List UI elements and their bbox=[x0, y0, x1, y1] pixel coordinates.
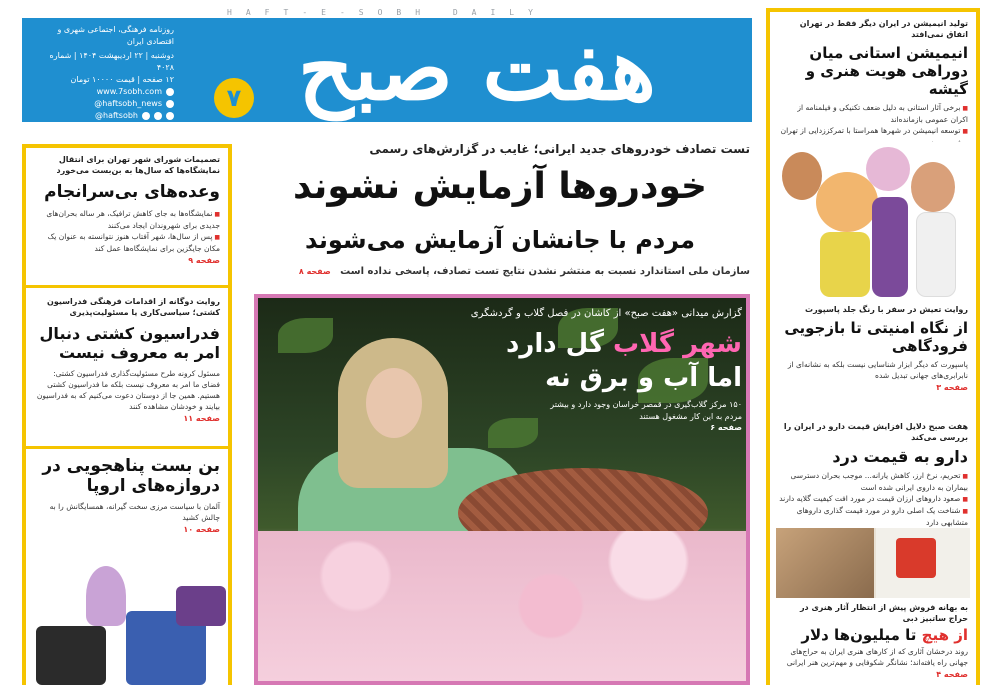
website-row[interactable] bbox=[34, 86, 174, 98]
main-kicker: تست تصادف خودروهای جدید ایرانی؛ غایب در گزارش‌های رسمی bbox=[369, 142, 750, 156]
right3-headline[interactable]: دارو به قیمت درد bbox=[832, 447, 968, 466]
masthead-info bbox=[34, 24, 174, 122]
right1-bullet-1: ■ برخی آثار استانی به دلیل ضعف تکنیکی و فیلمنامه از اکران عمومی بازمانده‌اند bbox=[778, 102, 968, 125]
issue-price: ۱۲ صفحه | قیمت ۱۰۰۰۰ تومان bbox=[70, 75, 174, 84]
artwork-photo bbox=[776, 528, 970, 598]
left-separator-2 bbox=[26, 446, 228, 449]
right3-bullet-1: ■ تحریم، نرخ ارز، کاهش یارانه... موجب بحران دسترسی بیماران به داروی ایرانی شده است bbox=[778, 470, 968, 493]
newspaper-logo[interactable]: هفت صبح bbox=[298, 19, 656, 120]
globe-icon bbox=[166, 88, 174, 96]
photo-headline-rest: گل دارد bbox=[506, 329, 614, 359]
left-separator-1 bbox=[26, 285, 228, 288]
right2-page-ref[interactable]: صفحه ۳ bbox=[936, 383, 968, 392]
x-icon bbox=[154, 112, 162, 120]
right-story-4 bbox=[770, 598, 976, 683]
right1-kicker: تولید انیمیشن در ایران دیگر فقط در تهران اتفاق نمی‌افتد bbox=[799, 19, 968, 39]
right2-kicker: روایت تعیش در سفر با رنگ جلد پاسپورت bbox=[805, 305, 968, 314]
right2-body: پاسپورت که دیگر ابزار شناسایی نیست بلکه به نشانه‌ای از نابرابری‌های جهانی تبدیل شده bbox=[787, 360, 968, 380]
telegram-icon bbox=[166, 100, 174, 108]
main-headline[interactable]: خودروها آزمایش نشوند bbox=[293, 166, 707, 207]
right3-bullet-2: ■ صعود داروهای ارزان قیمت در مورد افت کیفیت گلایه دارند bbox=[778, 493, 968, 505]
right4-headline-pink: از هیچ bbox=[921, 626, 968, 644]
right4-headline[interactable] bbox=[778, 626, 968, 644]
right3-bullet-3: ■ شناخت یک اصلی دارو در مورد قیمت گذاری داروهای متشابهی دارد bbox=[778, 505, 968, 528]
main-page-ref[interactable]: صفحه ۸ bbox=[298, 267, 331, 276]
right-story-1 bbox=[770, 14, 976, 163]
left1-page-ref[interactable]: صفحه ۹ bbox=[188, 256, 220, 266]
issue-date: دوشنبه | ۲۲ اردیبهشت ۱۴۰۴ | شماره ۴۰۲۸ bbox=[49, 51, 174, 72]
main-summary-text: سازمان ملی استاندارد نسبت به منتشر نشدن نتایج تست تصادف، پاسخی نداده است bbox=[340, 266, 750, 277]
photo-headline-pink: شهر گلاب bbox=[613, 329, 742, 359]
right2-headline[interactable]: از نگاه امنیتی تا بازجویی فرودگاهی bbox=[784, 319, 968, 355]
left3-headline[interactable]: بن بست پناهجویی در دروازه‌های اروپا bbox=[42, 456, 220, 497]
animation-characters bbox=[776, 142, 970, 297]
left2-body: مسئول کرونه طرح مسئولیت‌گذاری فدراسیون کشتی: فضای ما امر به معروف نیست بلکه ما فدراسیون کشتی هستیم. همین جا از دوستان دعوت می‌کنیم که به فدراسیون بیایند و خودشان مشاهده کنند bbox=[36, 369, 220, 412]
logo-seven-badge: ۷ bbox=[214, 78, 254, 118]
tagline: HAFT-E-SOBH DAILY bbox=[227, 8, 547, 17]
photo-body: ۱۵۰ مرکز گلاب‌گیری در قمصر خراسان وجود دارد و بیشتر مردم به این کار مشغول هستند bbox=[550, 400, 742, 421]
social-row-1[interactable] bbox=[34, 98, 174, 110]
left-story-2 bbox=[26, 292, 228, 427]
photo-headline-line2: اما آب و برق نه bbox=[545, 363, 742, 393]
left1-kicker: تصمیمات شورای شهر تهران برای انتقال نمایشگاه‌ها که سال‌ها به بن‌بست می‌خورد bbox=[56, 155, 220, 175]
left1-bullet-2: ■ پس از سال‌ها، شهر آفتاب هنوز نتوانسته به عنوان یک مکان جایگزین برای نمایشگاه‌ها عمل کند bbox=[34, 231, 220, 254]
right4-kicker: به بهانه فروش پیش از انتظار آثار هنری در حراج ساتبیز دبی bbox=[799, 603, 968, 623]
right1-bullet-2: ■ توسعه انیمیشن در شهرها همراستا با تمرکززدایی از تهران bbox=[778, 125, 968, 148]
refugee-photo bbox=[26, 556, 228, 685]
social-handle-1[interactable]: @haftsobh_news bbox=[94, 99, 162, 108]
left2-headline[interactable]: فدراسیون کشتی دنبال امر به معروف نیست bbox=[39, 324, 220, 363]
instagram-icon bbox=[142, 112, 150, 120]
photo-kicker: گزارش میدانی «هفت صبح» از کاشان در فصل گلاب و گردشگری bbox=[470, 308, 742, 319]
youtube-icon bbox=[166, 112, 174, 120]
right3-kicker: هفت صبح دلایل افزایش قیمت دارو در ایران را بررسی می‌کند bbox=[783, 422, 968, 442]
right1-headline[interactable]: انیمیشن استانی میان دوراهی هویت هنری و گیشه bbox=[805, 44, 968, 98]
right-story-3 bbox=[770, 417, 976, 543]
social-handle-2[interactable]: @haftsobh bbox=[95, 111, 138, 120]
edition-text: روزنامه فرهنگی، اجتماعی شهری و اقتصادی ایران bbox=[57, 25, 174, 46]
left1-bullet-1: ■ نمایشگاه‌ها به جای کاهش ترافیک، هر ساله بحران‌های جدیدی برای شهروندان ایجاد می‌کنند bbox=[34, 208, 220, 231]
left2-page-ref[interactable]: صفحه ۱۱ bbox=[183, 414, 220, 424]
left-story-1 bbox=[26, 150, 228, 269]
left-story-3 bbox=[26, 452, 228, 538]
social-row-2[interactable] bbox=[34, 110, 174, 122]
left2-kicker: روایت دوگانه از اقدامات فرهنگی فدراسیون کشتی؛ سیاسی‌کاری یا مسئولیت‌پذیری bbox=[47, 297, 220, 317]
right4-page-ref[interactable]: صفحه ۴ bbox=[936, 670, 968, 679]
photo-page-ref[interactable]: صفحه ۶ bbox=[710, 423, 742, 432]
photo-headline[interactable] bbox=[272, 327, 742, 361]
main-summary bbox=[250, 266, 750, 277]
left3-body: آلمان با سیاست مرزی سخت گیرانه، همسایگانش را به چالش کشید bbox=[49, 501, 220, 522]
main-subhead: مردم با جانشان آزمایش می‌شوند bbox=[305, 226, 695, 254]
right-story-2 bbox=[770, 300, 976, 396]
left3-page-ref[interactable]: صفحه ۱۰ bbox=[183, 524, 220, 534]
rose-petals bbox=[258, 531, 746, 681]
left1-headline[interactable]: وعده‌های بی‌سرانجام bbox=[44, 182, 220, 202]
right4-headline-rest: تا میلیون‌ها دلار bbox=[801, 626, 922, 644]
website-link[interactable]: www.7sobh.com bbox=[96, 87, 162, 96]
photo-story bbox=[272, 306, 742, 432]
masthead bbox=[22, 18, 752, 122]
right4-body: روند درخشان آثاری که از کارهای هنری ایران به حراج‌های جهانی راه یافته‌اند؛ نشانگر شکوفایی و مهم‌ترین هنر ایرانی bbox=[786, 647, 968, 667]
